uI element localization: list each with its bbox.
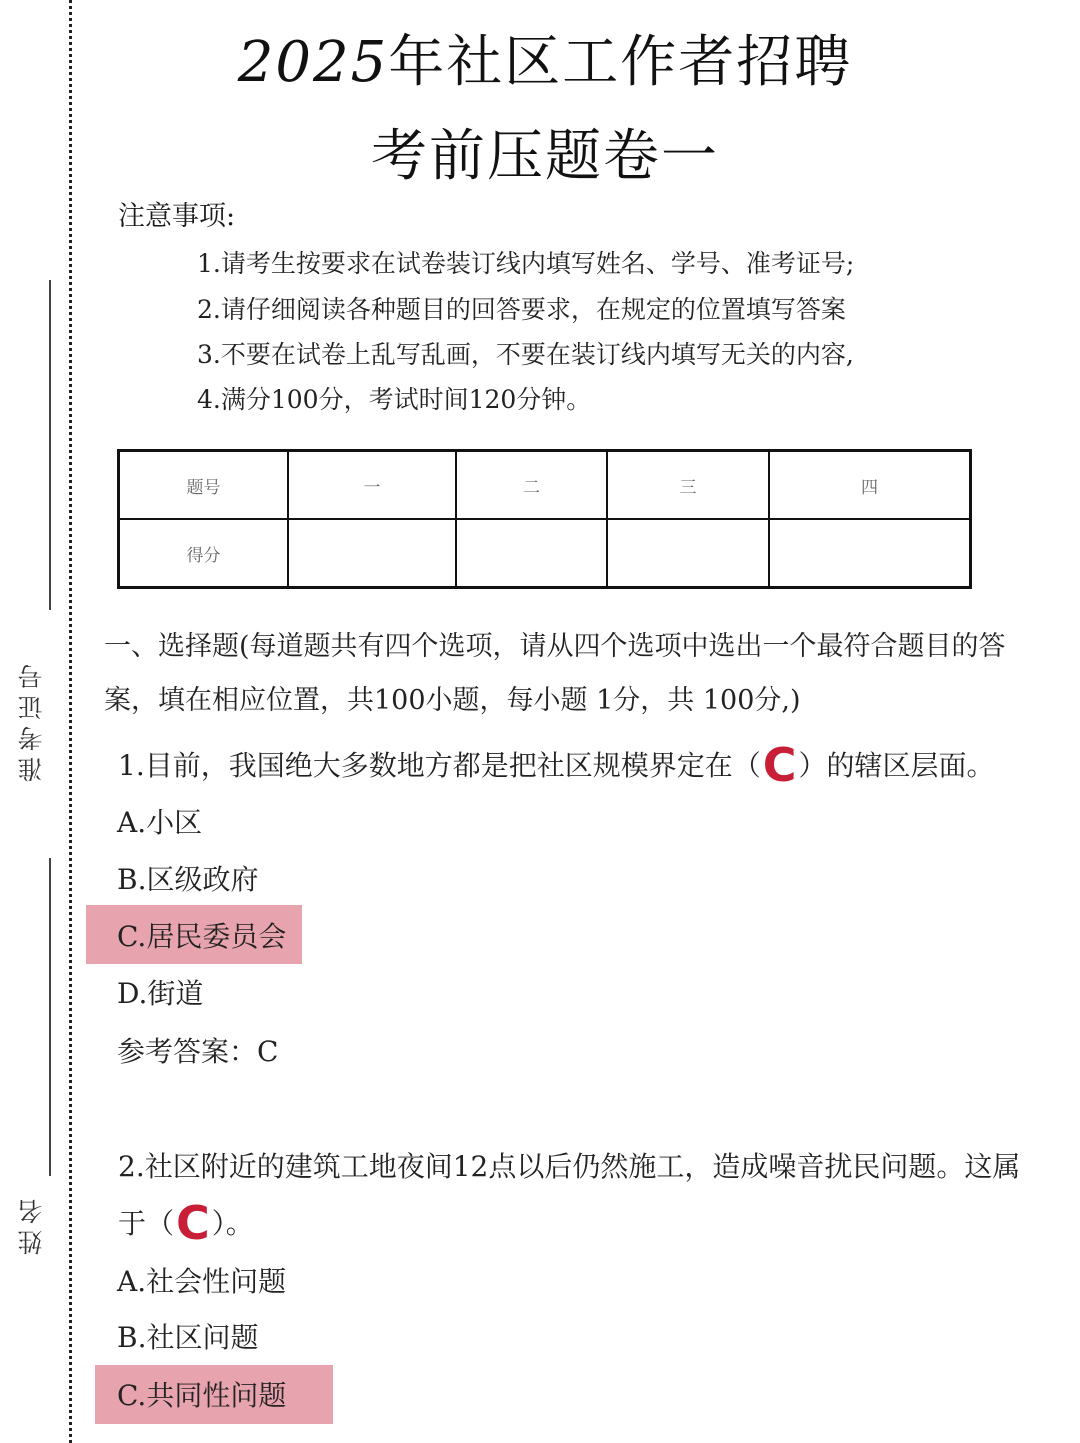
question-1-option-d: D.街道 [117,977,204,1010]
header-cell: 二 [456,451,607,520]
section-heading: 一、选择题(每道题共有四个选项，请从四个选项中选出一个最符合题目的答案，填在相应位置，共100小题，每小题 1分，共 100分,) [104,631,1006,716]
header-cell: 四 [769,451,971,520]
name-label: 姓名 [17,1193,46,1255]
row-label-cell: 得分 [119,519,289,588]
header-cell: 题号 [119,451,289,520]
page-title [0,18,1080,98]
notes-heading: 注意事项: [118,201,236,232]
score-cell[interactable] [456,519,607,588]
stem-text: 于（ [118,1207,175,1240]
question-1-answer: 参考答案：C [117,1035,279,1068]
question-1-option-a: A.小区 [117,806,203,839]
page-subtitle: 考前压题卷一 [371,124,719,189]
header-cell: 三 [607,451,769,520]
score-table-header-row [119,451,971,520]
binding-dotted-line [69,0,72,1443]
handwritten-answer-mark: C [176,1196,210,1250]
note-item: 1.请考生按要求在试卷装订线内填写姓名、学号、准考证号; [197,249,855,278]
question-2-stem-line2 [118,1196,254,1250]
score-cell[interactable] [607,519,769,588]
handwritten-answer-mark: C [762,738,797,792]
question-1-stem [118,738,995,792]
stem-text: ）。 [211,1207,254,1240]
note-item: 2.请仔细阅读各种题目的回答要求，在规定的位置填写答案 [197,295,846,324]
name-write-line [49,858,51,1176]
note-item: 3.不要在试卷上乱写乱画，不要在装订线内填写无关的内容, [197,340,854,369]
stem-text: 1.目前，我国绝大多数地方都是把社区规模界定在（ [118,749,761,782]
exam-id-label: 准考证号 [17,658,46,782]
score-cell[interactable] [769,519,971,588]
note-item: 4.满分100分，考试时间120分钟。 [197,385,592,414]
score-table-score-row [119,519,971,588]
question-2-option-c: C.共同性问题 [117,1379,287,1412]
header-cell: 一 [288,451,456,520]
score-cell[interactable] [288,519,456,588]
question-2-option-a: A.社会性问题 [117,1265,287,1298]
question-2-option-b: B.社区问题 [117,1321,259,1354]
title-year: 2025 [237,30,389,95]
exam-id-write-line [49,280,51,610]
score-table [117,449,972,589]
title-rest: 年社区工作者招聘 [388,30,853,95]
question-2-stem-line1: 2.社区附近的建筑工地夜间12点以后仍然施工，造成噪音扰民问题。这属 [118,1150,1021,1183]
question-1-option-c: C.居民委员会 [117,920,287,953]
stem-text: ）的辖区层面。 [798,749,995,782]
question-1-option-b: B.区级政府 [117,863,259,896]
